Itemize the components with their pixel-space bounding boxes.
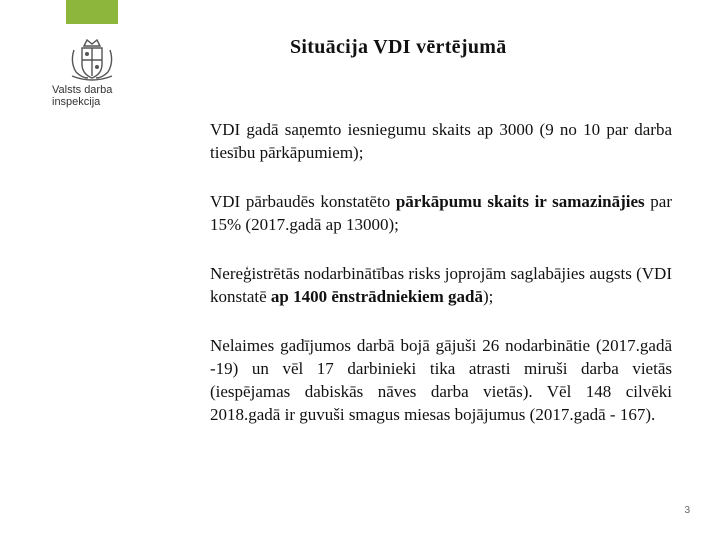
paragraph-violations-pre: VDI pārbaudēs konstatēto (210, 192, 396, 211)
logo-line-2: inspekcija (52, 96, 101, 108)
green-accent-bar (66, 0, 118, 24)
logo-line-1: Valsts darba (52, 84, 113, 96)
paragraph-violations-post: par 15% (2017.gadā ap 13000); (210, 192, 672, 234)
paragraph-undeclared-pre: Nereģistrētās nodarbinātības risks joprojām saglabājies augsts (VDI konstatē (210, 264, 672, 306)
agency-logo (52, 36, 132, 122)
paragraph-violations-bold: pārkāpumu skaits ir samazinājies (395, 192, 645, 211)
page-number: 3 (684, 505, 690, 516)
paragraph-undeclared-work (210, 262, 672, 308)
paragraph-complaints: VDI gadā saņemto iesniegumu skaits ap 3000 (9 no 10 par darba tiesību pārkāpumiem); (210, 120, 672, 162)
coat-of-arms-icon (64, 36, 120, 82)
logo-text (52, 84, 132, 108)
paragraph-accidents: Nelaimes gadījumos darbā bojā gājuši 26 nodarbinātie (2017.gadā -19) un vēl 17 darbinieki tika atrasti miruši darba vietās (iespējamas dabiskās nāves darba vietās). Vēl 148 cilvēki 2018.gadā ir guvuši smagus miesas bojājumus (2017.gadā - 167). (210, 336, 672, 424)
slide-title: Situācija VDI vērtējumā (290, 36, 507, 58)
paragraph-undeclared-post: ); (482, 287, 494, 306)
content-area (210, 118, 672, 452)
paragraph-undeclared-bold: ap 1400 ēnstrādniekiem gadā (270, 287, 483, 306)
paragraph-violations (210, 190, 672, 236)
